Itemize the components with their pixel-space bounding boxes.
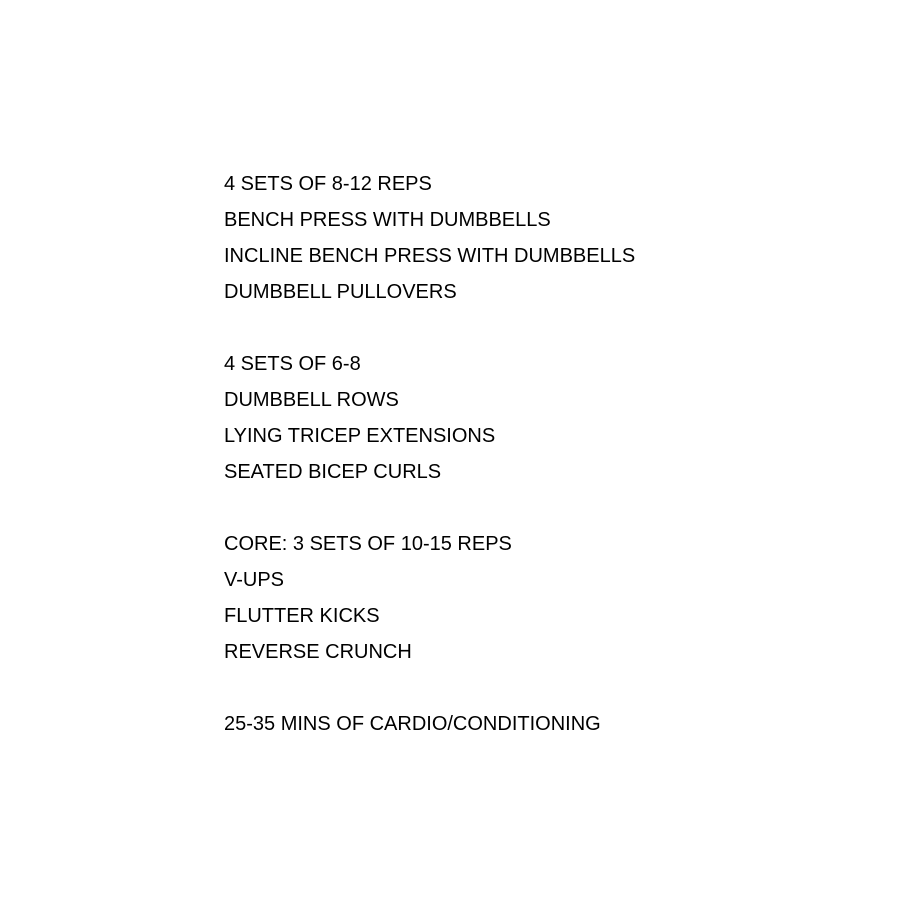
exercise-item: FLUTTER KICKS: [224, 605, 380, 627]
set-heading: 4 SETS OF 8-12 REPS: [224, 173, 432, 195]
cardio-instruction: 25-35 MINS OF CARDIO/CONDITIONING: [224, 713, 601, 735]
exercise-item: INCLINE BENCH PRESS WITH DUMBBELLS: [224, 245, 636, 267]
strength-block-1: [224, 166, 635, 310]
core-heading: CORE: 3 SETS OF 10-15 REPS: [224, 533, 512, 555]
cardio-block: [224, 706, 635, 742]
core-block: [224, 526, 635, 670]
exercise-item: DUMBBELL ROWS: [224, 389, 399, 411]
workout-document: [224, 166, 635, 742]
exercise-item: V-UPS: [224, 569, 285, 591]
exercise-item: SEATED BICEP CURLS: [224, 461, 442, 483]
exercise-item: REVERSE CRUNCH: [224, 641, 412, 663]
strength-block-2: [224, 346, 635, 490]
set-heading: 4 SETS OF 6-8: [224, 353, 361, 375]
exercise-item: LYING TRICEP EXTENSIONS: [224, 425, 496, 447]
exercise-item: BENCH PRESS WITH DUMBBELLS: [224, 209, 551, 231]
exercise-item: DUMBBELL PULLOVERS: [224, 281, 457, 303]
